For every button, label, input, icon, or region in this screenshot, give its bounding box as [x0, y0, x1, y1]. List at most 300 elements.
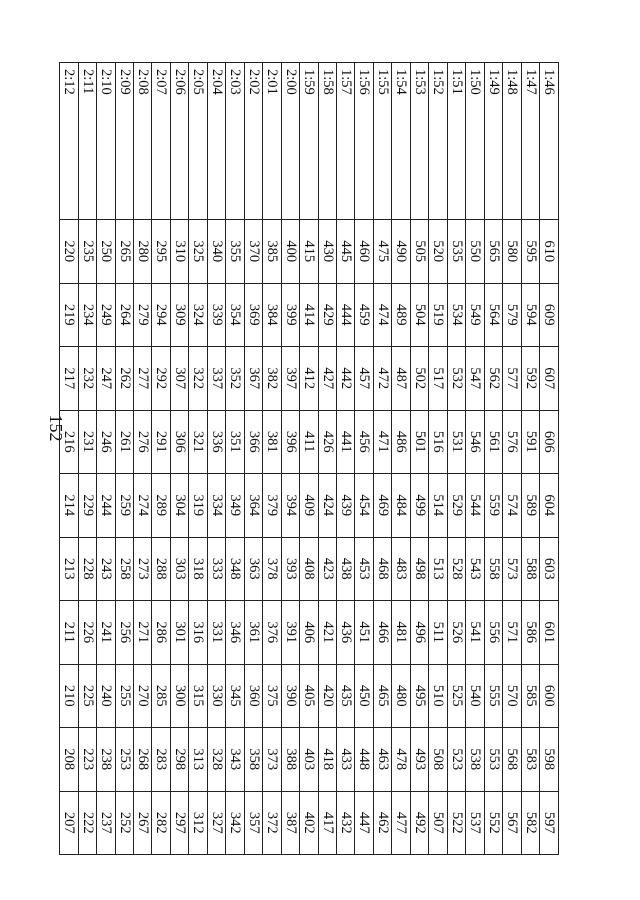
table-cell: 552 [484, 791, 502, 855]
table-cell: 589 [521, 474, 539, 538]
table-cell: 271 [134, 601, 152, 665]
column-header: 601 [540, 601, 559, 665]
table-cell: 558 [484, 537, 502, 601]
table-cell: 481 [392, 601, 410, 665]
table-cell: 469 [373, 474, 391, 538]
time-cell: 1:57 [337, 63, 355, 220]
table-cell: 445 [337, 220, 355, 284]
table-cell: 351 [226, 410, 244, 474]
table-row [134, 63, 152, 855]
time-cell: 1:50 [466, 63, 484, 220]
table-cell: 291 [152, 410, 170, 474]
table-cell: 520 [429, 220, 447, 284]
table-cell: 349 [226, 474, 244, 538]
table-cell: 222 [78, 791, 96, 855]
table-cell: 549 [466, 283, 484, 347]
table-cell: 397 [281, 347, 299, 411]
table-cell: 565 [484, 220, 502, 284]
table-cell: 574 [503, 474, 521, 538]
table-cell: 493 [410, 728, 428, 792]
table-cell: 400 [281, 220, 299, 284]
table-cell: 501 [410, 410, 428, 474]
table-cell: 453 [355, 537, 373, 601]
table-cell: 441 [337, 410, 355, 474]
table-row [244, 63, 262, 855]
column-header: 609 [540, 283, 559, 347]
table-cell: 331 [207, 601, 225, 665]
table-row [355, 63, 373, 855]
table-cell: 444 [337, 283, 355, 347]
table-cell: 451 [355, 601, 373, 665]
table-cell: 231 [78, 410, 96, 474]
table-row [521, 63, 539, 855]
table-cell: 543 [466, 537, 484, 601]
table-cell: 457 [355, 347, 373, 411]
table-cell: 414 [300, 283, 318, 347]
table-cell: 478 [392, 728, 410, 792]
table-row [410, 63, 428, 855]
time-cell: 2:08 [134, 63, 152, 220]
table-cell: 595 [521, 220, 539, 284]
table-cell: 538 [466, 728, 484, 792]
table-cell: 270 [134, 664, 152, 728]
table-cell: 355 [226, 220, 244, 284]
table-cell: 429 [318, 283, 336, 347]
table-cell: 456 [355, 410, 373, 474]
table-cell: 427 [318, 347, 336, 411]
table-cell: 319 [189, 474, 207, 538]
table-cell: 544 [466, 474, 484, 538]
table-cell: 283 [152, 728, 170, 792]
column-header: 603 [540, 537, 559, 601]
table-cell: 417 [318, 791, 336, 855]
table-cell: 247 [97, 347, 115, 411]
table-cell: 496 [410, 601, 428, 665]
time-cell: 2:01 [263, 63, 281, 220]
table-cell: 243 [97, 537, 115, 601]
table-cell: 534 [447, 283, 465, 347]
table-cell: 468 [373, 537, 391, 601]
table-cell: 459 [355, 283, 373, 347]
table-cell: 442 [337, 347, 355, 411]
table-cell: 585 [521, 664, 539, 728]
table-cell: 528 [447, 537, 465, 601]
table-cell: 561 [484, 410, 502, 474]
column-header: 598 [540, 728, 559, 792]
table-cell: 513 [429, 537, 447, 601]
time-cell: 2:07 [152, 63, 170, 220]
table-cell: 436 [337, 601, 355, 665]
table-cell: 288 [152, 537, 170, 601]
table-row [373, 63, 391, 855]
table-cell: 592 [521, 347, 539, 411]
table-cell: 304 [170, 474, 188, 538]
table-cell: 439 [337, 474, 355, 538]
table-row [60, 63, 79, 855]
table-cell: 463 [373, 728, 391, 792]
table-cell: 409 [300, 474, 318, 538]
table-row [300, 63, 318, 855]
table-cell: 265 [115, 220, 133, 284]
column-header: 604 [540, 474, 559, 538]
table-cell: 249 [97, 283, 115, 347]
table-cell: 438 [337, 537, 355, 601]
table-cell: 454 [355, 474, 373, 538]
table-cell: 322 [189, 347, 207, 411]
table-cell: 343 [226, 728, 244, 792]
table-cell: 514 [429, 474, 447, 538]
time-cell: 1:54 [392, 63, 410, 220]
table-cell: 250 [97, 220, 115, 284]
table-row [392, 63, 410, 855]
table-cell: 313 [189, 728, 207, 792]
table-cell: 346 [226, 601, 244, 665]
table-cell: 474 [373, 283, 391, 347]
table-cell: 216 [60, 410, 79, 474]
table-cell: 277 [134, 347, 152, 411]
time-cell: 1:48 [503, 63, 521, 220]
table-cell: 430 [318, 220, 336, 284]
table-cell: 523 [447, 728, 465, 792]
table-row [337, 63, 355, 855]
table-cell: 424 [318, 474, 336, 538]
table-cell: 576 [503, 410, 521, 474]
table-cell: 274 [134, 474, 152, 538]
table-cell: 406 [300, 601, 318, 665]
table-cell: 310 [170, 220, 188, 284]
table-cell: 402 [300, 791, 318, 855]
table-cell: 306 [170, 410, 188, 474]
table-cell: 489 [392, 283, 410, 347]
table-cell: 298 [170, 728, 188, 792]
table-cell: 588 [521, 537, 539, 601]
table-cell: 418 [318, 728, 336, 792]
table-row [170, 63, 188, 855]
table-cell: 511 [429, 601, 447, 665]
table-cell: 237 [97, 791, 115, 855]
table-cell: 394 [281, 474, 299, 538]
table-cell: 490 [392, 220, 410, 284]
table-cell: 555 [484, 664, 502, 728]
table-cell: 447 [355, 791, 373, 855]
table-cell: 516 [429, 410, 447, 474]
table-cell: 472 [373, 347, 391, 411]
column-header: 597 [540, 791, 559, 855]
table-cell: 328 [207, 728, 225, 792]
table-cell: 559 [484, 474, 502, 538]
column-header: 606 [540, 410, 559, 474]
table-cell: 508 [429, 728, 447, 792]
table-cell: 348 [226, 537, 244, 601]
table-row [78, 63, 96, 855]
table-cell: 594 [521, 283, 539, 347]
table-cell: 307 [170, 347, 188, 411]
time-cell: 2:12 [60, 63, 79, 220]
table-cell: 339 [207, 283, 225, 347]
table-cell: 226 [78, 601, 96, 665]
table-cell: 300 [170, 664, 188, 728]
table-cell: 337 [207, 347, 225, 411]
table-cell: 532 [447, 347, 465, 411]
table-cell: 385 [263, 220, 281, 284]
table-cell: 228 [78, 537, 96, 601]
table-cell: 435 [337, 664, 355, 728]
table-row [466, 63, 484, 855]
table-cell: 268 [134, 728, 152, 792]
table-cell: 259 [115, 474, 133, 538]
table-cell: 208 [60, 728, 79, 792]
table-cell: 505 [410, 220, 428, 284]
table-cell: 579 [503, 283, 521, 347]
table-cell: 345 [226, 664, 244, 728]
table-cell: 412 [300, 347, 318, 411]
table-row [429, 63, 447, 855]
table-cell: 294 [152, 283, 170, 347]
table-cell: 381 [263, 410, 281, 474]
table-cell: 484 [392, 474, 410, 538]
table-row [447, 63, 465, 855]
table-cell: 477 [392, 791, 410, 855]
table-cell: 531 [447, 410, 465, 474]
table-cell: 280 [134, 220, 152, 284]
table-cell: 256 [115, 601, 133, 665]
table-cell: 567 [503, 791, 521, 855]
table-cell: 460 [355, 220, 373, 284]
header-row [540, 63, 559, 855]
table-cell: 238 [97, 728, 115, 792]
table-cell: 517 [429, 347, 447, 411]
table-cell: 279 [134, 283, 152, 347]
table-cell: 582 [521, 791, 539, 855]
table-cell: 372 [263, 791, 281, 855]
table-cell: 432 [337, 791, 355, 855]
table-cell: 426 [318, 410, 336, 474]
score-table-body [60, 63, 559, 855]
table-cell: 235 [78, 220, 96, 284]
table-cell: 376 [263, 601, 281, 665]
table-cell: 526 [447, 601, 465, 665]
table-cell: 219 [60, 283, 79, 347]
table-cell: 465 [373, 664, 391, 728]
table-cell: 480 [392, 664, 410, 728]
table-cell: 405 [300, 664, 318, 728]
table-cell: 522 [447, 791, 465, 855]
table-cell: 276 [134, 410, 152, 474]
table-cell: 529 [447, 474, 465, 538]
table-row [263, 63, 281, 855]
table-cell: 547 [466, 347, 484, 411]
time-cell: 2:03 [226, 63, 244, 220]
table-cell: 373 [263, 728, 281, 792]
table-cell: 499 [410, 474, 428, 538]
table-cell: 540 [466, 664, 484, 728]
table-cell: 550 [466, 220, 484, 284]
table-cell: 297 [170, 791, 188, 855]
table-cell: 360 [244, 664, 262, 728]
table-cell: 502 [410, 347, 428, 411]
table-cell: 379 [263, 474, 281, 538]
table-cell: 207 [60, 791, 79, 855]
table-cell: 504 [410, 283, 428, 347]
table-cell: 450 [355, 664, 373, 728]
table-cell: 510 [429, 664, 447, 728]
table-cell: 415 [300, 220, 318, 284]
table-cell: 244 [97, 474, 115, 538]
table-cell: 321 [189, 410, 207, 474]
table-cell: 262 [115, 347, 133, 411]
table-cell: 525 [447, 664, 465, 728]
time-cell: 2:09 [115, 63, 133, 220]
table-cell: 537 [466, 791, 484, 855]
time-cell: 1:59 [300, 63, 318, 220]
table-cell: 384 [263, 283, 281, 347]
table-cell: 388 [281, 728, 299, 792]
table-cell: 577 [503, 347, 521, 411]
table-cell: 358 [244, 728, 262, 792]
table-cell: 382 [263, 347, 281, 411]
table-cell: 448 [355, 728, 373, 792]
table-cell: 211 [60, 601, 79, 665]
table-row [207, 63, 225, 855]
table-cell: 391 [281, 601, 299, 665]
time-cell: 2:10 [97, 63, 115, 220]
table-cell: 333 [207, 537, 225, 601]
table-cell: 301 [170, 601, 188, 665]
column-header: 610 [540, 220, 559, 284]
table-cell: 309 [170, 283, 188, 347]
table-cell: 411 [300, 410, 318, 474]
table-cell: 354 [226, 283, 244, 347]
rotated-table-container [59, 62, 559, 855]
table-cell: 507 [429, 791, 447, 855]
table-cell: 570 [503, 664, 521, 728]
table-cell: 229 [78, 474, 96, 538]
table-cell: 363 [244, 537, 262, 601]
table-cell: 475 [373, 220, 391, 284]
table-cell: 423 [318, 537, 336, 601]
table-cell: 364 [244, 474, 262, 538]
table-row [152, 63, 170, 855]
time-cell: 1:55 [373, 63, 391, 220]
time-cell: 1:52 [429, 63, 447, 220]
table-cell: 571 [503, 601, 521, 665]
table-cell: 396 [281, 410, 299, 474]
column-header: 607 [540, 347, 559, 411]
table-cell: 210 [60, 664, 79, 728]
table-cell: 492 [410, 791, 428, 855]
table-cell: 324 [189, 283, 207, 347]
table-cell: 564 [484, 283, 502, 347]
table-cell: 433 [337, 728, 355, 792]
table-cell: 399 [281, 283, 299, 347]
table-cell: 390 [281, 664, 299, 728]
table-cell: 252 [115, 791, 133, 855]
table-cell: 253 [115, 728, 133, 792]
table-cell: 316 [189, 601, 207, 665]
table-cell: 568 [503, 728, 521, 792]
time-cell: 1:58 [318, 63, 336, 220]
table-cell: 303 [170, 537, 188, 601]
time-cell: 1:53 [410, 63, 428, 220]
table-cell: 223 [78, 728, 96, 792]
table-cell: 367 [244, 347, 262, 411]
time-cell: 1:47 [521, 63, 539, 220]
table-cell: 241 [97, 601, 115, 665]
table-cell: 330 [207, 664, 225, 728]
table-cell: 315 [189, 664, 207, 728]
table-cell: 487 [392, 347, 410, 411]
table-cell: 535 [447, 220, 465, 284]
table-cell: 214 [60, 474, 79, 538]
table-cell: 357 [244, 791, 262, 855]
table-row [115, 63, 133, 855]
table-cell: 370 [244, 220, 262, 284]
table-cell: 342 [226, 791, 244, 855]
table-row [318, 63, 336, 855]
table-cell: 295 [152, 220, 170, 284]
table-cell: 282 [152, 791, 170, 855]
table-cell: 286 [152, 601, 170, 665]
table-cell: 234 [78, 283, 96, 347]
table-cell: 340 [207, 220, 225, 284]
table-cell: 466 [373, 601, 391, 665]
table-cell: 580 [503, 220, 521, 284]
time-cell: 1:51 [447, 63, 465, 220]
table-cell: 327 [207, 791, 225, 855]
table-cell: 366 [244, 410, 262, 474]
table-cell: 318 [189, 537, 207, 601]
table-cell: 213 [60, 537, 79, 601]
table-cell: 225 [78, 664, 96, 728]
column-header: 600 [540, 664, 559, 728]
time-cell: 2:11 [78, 63, 96, 220]
time-cell: 2:06 [170, 63, 188, 220]
table-cell: 387 [281, 791, 299, 855]
table-cell: 255 [115, 664, 133, 728]
table-cell: 553 [484, 728, 502, 792]
table-cell: 421 [318, 601, 336, 665]
table-cell: 232 [78, 347, 96, 411]
table-row [484, 63, 502, 855]
table-row [226, 63, 244, 855]
time-cell: 1:46 [540, 63, 559, 220]
table-cell: 369 [244, 283, 262, 347]
table-cell: 246 [97, 410, 115, 474]
table-cell: 420 [318, 664, 336, 728]
time-cell: 2:04 [207, 63, 225, 220]
table-cell: 267 [134, 791, 152, 855]
table-cell: 483 [392, 537, 410, 601]
table-cell: 583 [521, 728, 539, 792]
time-cell: 2:02 [244, 63, 262, 220]
table-cell: 591 [521, 410, 539, 474]
time-cell: 2:05 [189, 63, 207, 220]
table-cell: 471 [373, 410, 391, 474]
table-cell: 285 [152, 664, 170, 728]
table-cell: 292 [152, 347, 170, 411]
table-cell: 546 [466, 410, 484, 474]
time-cell: 1:49 [484, 63, 502, 220]
time-cell: 1:56 [355, 63, 373, 220]
page-number: 152 [46, 414, 66, 442]
table-cell: 519 [429, 283, 447, 347]
table-cell: 325 [189, 220, 207, 284]
table-cell: 258 [115, 537, 133, 601]
table-cell: 273 [134, 537, 152, 601]
table-cell: 408 [300, 537, 318, 601]
table-row [503, 63, 521, 855]
table-cell: 334 [207, 474, 225, 538]
